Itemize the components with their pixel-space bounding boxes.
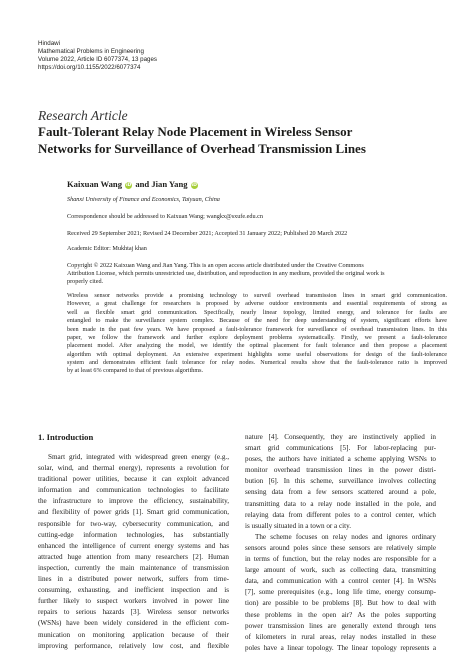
body-line: relaying data from different poles to a control center, which	[245, 510, 436, 519]
body-line: the infrastructure to improve the efficiency, sustainability,	[38, 497, 229, 506]
body-line: and flexibility of power grids [1]. Smart grid communication,	[38, 508, 229, 517]
body-line: solar, wind, and thermal energy), represents a revolution for	[38, 464, 229, 473]
body-line: (WSNs) have been widely considered in the efficient com-	[38, 619, 229, 628]
journal-name: Mathematical Problems in Engineering	[38, 48, 144, 56]
abstract	[67, 292, 447, 376]
academic-editor: Academic Editor: Mukhtaj khan	[67, 245, 147, 252]
abstract-line: paper, we follow the framework and further explore deployment problems systematically. Firstly, we present a fault-tolerance	[67, 334, 447, 341]
body-line: monitor overhead transmission lines in the power distri-	[245, 466, 436, 475]
affiliation: Shanxi University of Finance and Economics, Taiyuan, China	[67, 196, 220, 203]
abstract-line: been made in the past few years. We have proposed a fault-tolerance framework for surveillance of overhead transmission lines. In this	[67, 326, 447, 333]
body-column-right	[245, 432, 436, 654]
body-line: sensing data from a few sensors scattered around a pole,	[245, 488, 436, 497]
body-line: in terms of function, but the relay nodes are responsible for a	[245, 555, 436, 564]
copyright-line: Attribution License, which permits unrestricted use, distribution, and reproduction in any medium, provided the original work is	[67, 269, 385, 277]
body-line: repairs to serious hazards [3]. Wireless sensor networks	[38, 608, 229, 617]
orcid-icon[interactable]: iD	[191, 183, 197, 188]
title-line: Networks for Surveillance of Overhead Transmission Lines	[38, 140, 366, 156]
author-name[interactable]: Kaixuan Wang	[67, 179, 123, 189]
volume-info: Volume 2022, Article ID 6077374, 13 pages	[38, 56, 158, 64]
body-line: these problems in the open air? As the poles supporting	[245, 610, 436, 619]
author-list	[67, 179, 199, 189]
copyright-line: properly cited.	[67, 277, 104, 285]
abstract-line: by at least 6% compared to that of previous algorithms.	[67, 368, 204, 375]
publisher-name: Hindawi	[38, 40, 61, 47]
correspondence: Correspondence should be addressed to Kaixuan Wang; wangkx@sxufe.edu.cn	[67, 213, 263, 220]
abstract-line: system and demonstrates efficient fault tolerance for relay nodes. Numerical results show that the fault-tolerance ratio is improved	[67, 360, 447, 366]
body-line: inspection, currently the main maintenance of transmission	[38, 563, 229, 572]
title-line: Fault-Tolerant Relay Node Placement in Wireless Sensor	[38, 124, 353, 139]
article-title	[38, 124, 438, 157]
body-line: is usually situated in a town or a city.	[245, 521, 352, 530]
body-line: further likely to suspect workers involved in power line	[38, 597, 229, 606]
body-line: attracted huge attention from many researchers [2]. Human	[38, 552, 229, 561]
body-column-left	[38, 452, 229, 652]
body-line: nature [4]. Consequently, they are instinctively applied in	[245, 433, 436, 441]
doi-link[interactable]: https://doi.org/10.1155/2022/6077374	[38, 64, 141, 72]
copyright-notice	[67, 262, 445, 285]
body-line: traditional power utilities, because it can exploit advanced	[38, 475, 229, 484]
body-line: smart grid communications [5]. For labor-replacing pur-	[245, 444, 436, 453]
author-connector: and	[135, 179, 150, 189]
abstract-line: algorithm with optimal deployment. An extensive experiment highlights some useful observations for design of the fault-tolerance	[67, 351, 447, 358]
body-line: improving performance, relatively low cost, and flexible	[38, 641, 229, 650]
author-name[interactable]: Jian Yang	[151, 179, 188, 189]
body-line: sensors around poles since these sensors are relatively simple	[245, 543, 436, 552]
article-type: Research Article	[38, 108, 128, 123]
body-line: poses, the authors have initiated a scheme applying WSNs to	[245, 455, 436, 464]
body-line: consuming, exhausting, and inefficient inspection and is	[38, 586, 229, 595]
body-line: Smart grid, integrated with widespread green energy (e.g.,	[48, 453, 229, 461]
copyright-line: Copyright © 2022 Kaixuan Wang and Jian Yang. This is an open access article distributed under the Creative Commons	[67, 262, 364, 269]
body-line: poles have a linear topology. The linear topology represents a	[245, 643, 436, 652]
abstract-line: entangled to make the surveillance system complex. Because of the need for deep understanding of system, significant efforts have	[67, 318, 447, 325]
body-line: transmitting data to a relay node installed in the pole, and	[245, 499, 436, 508]
abstract-line: However, a great challenge for researchers is proposed by adverse outdoor environments and essential requirements of strong as	[67, 301, 447, 308]
body-line: of kilometers in rural areas, relay nodes installed in these	[245, 632, 436, 641]
body-line: responsible for two-way, cybersecurity communication, and	[38, 519, 229, 528]
abstract-line: Wireless sensor networks provide a promising technology to surveil overhead transmission lines in smart grid communication.	[67, 293, 447, 299]
body-line: cutting-edge information technologies, has substantially	[38, 530, 229, 539]
body-line: lines in a distributed power network, suffers from time-	[38, 575, 229, 584]
body-line: enhanced the intelligence of current energy systems and has	[38, 541, 229, 550]
body-line: information and communication technologies to facilitate	[38, 486, 229, 495]
body-line: large amount of work, such as collecting data, transmitting	[245, 566, 436, 575]
body-line: bution [6]. In this scheme, surveillance involves collecting	[245, 477, 436, 486]
body-line: tion) are possible to be problems [8]. But how to deal with	[245, 599, 436, 608]
body-line: munication on monitoring application because of their	[38, 630, 229, 639]
journal-info	[38, 40, 157, 72]
body-line: data, and communication with a control center [4]. In WSNs	[245, 577, 436, 586]
abstract-line: placement model. After analyzing the model, we identify the optimal placement for fault tolerance and then propose a placement	[67, 343, 447, 350]
abstract-line: well as flexible smart grid communication. Specifically, nearly linear topology, limited energy, and tolerance for faults are	[67, 309, 447, 316]
section-heading: 1. Introduction	[38, 432, 94, 442]
publication-dates: Received 29 September 2021; Revised 24 December 2021; Accepted 31 January 2022; Published 20 March 2022	[67, 230, 348, 237]
orcid-icon[interactable]: iD	[125, 183, 132, 188]
body-line: power transmission lines are generally extend through tens	[245, 621, 436, 630]
body-line: [7], some prerequisites (e.g., long life time, energy consump-	[245, 588, 436, 597]
body-line: The scheme focuses on relay nodes and ignores ordinary	[255, 532, 436, 541]
